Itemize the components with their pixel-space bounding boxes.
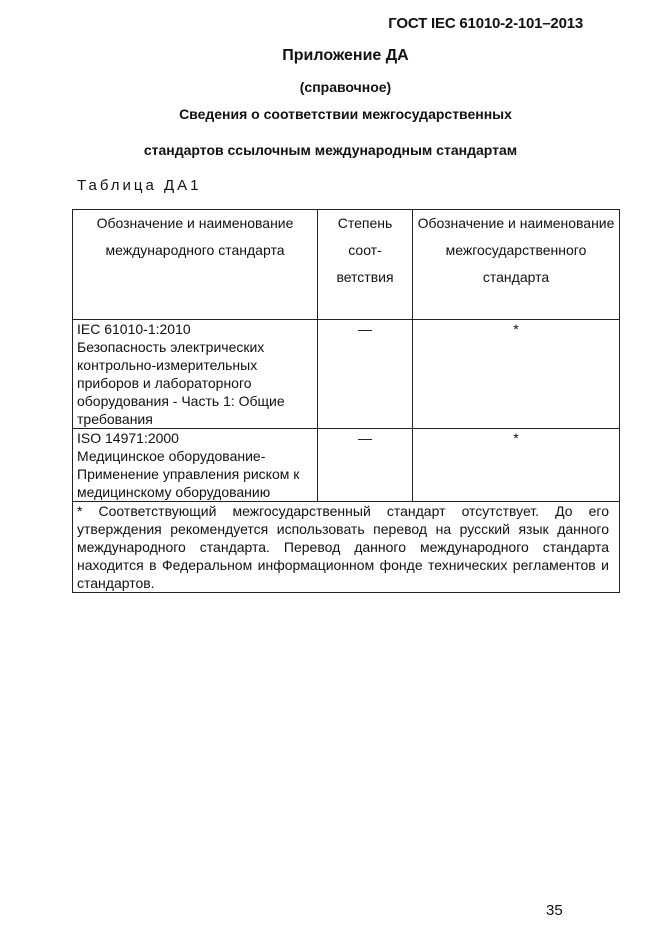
table-header-row [73,210,620,320]
table-caption: Таблица ДА1 [77,177,202,194]
table-footnote-row [73,502,620,593]
standard-name: Медицинское оборудование-Применение управления риском к медицинскому оборудованию [77,448,300,500]
appendix-title: Приложение ДА [282,47,409,64]
page-number: 35 [546,902,563,919]
column-header-degree: Степень соот-ветствия [318,210,413,320]
degree-cell: — [318,320,413,429]
document-code: ГОСТ IEC 61010-2-101–2013 [388,15,583,32]
degree-cell: — [318,429,413,502]
table-footnote: * Соответствующий межгосударственный стандарт отсутствует. До его утверждения рекомендуется использовать перевод на русский язык данного международного стандарта. Перевод данного международного стандарта находится в Федеральном информационном фонде технических регламентов и стандартов. [73,502,620,593]
international-standard-cell [73,320,318,429]
standard-name: Безопасность электрических контрольно-измерительных приборов и лабораторного оборудования - Часть 1: Общие требования [77,339,285,427]
table-row [73,320,620,429]
appendix-heading-line2: стандартов ссылочным международным стандартам [143,142,518,158]
standard-code: ISO 14971:2000 [77,430,179,446]
national-standard-cell: * [413,320,620,429]
column-header-national: Обозначение и наименование межгосударственного стандарта [413,210,620,320]
reference-table [72,209,620,593]
international-standard-cell [73,429,318,502]
standard-code: IEC 61010-1:2010 [77,321,191,337]
national-standard-cell: * [413,429,620,502]
appendix-subtitle: (справочное) [299,79,392,95]
appendix-heading-line1: Сведения о соответствии межгосударственных [179,106,512,122]
column-header-international: Обозначение и наименование международного стандарта [73,210,318,320]
table-row [73,429,620,502]
